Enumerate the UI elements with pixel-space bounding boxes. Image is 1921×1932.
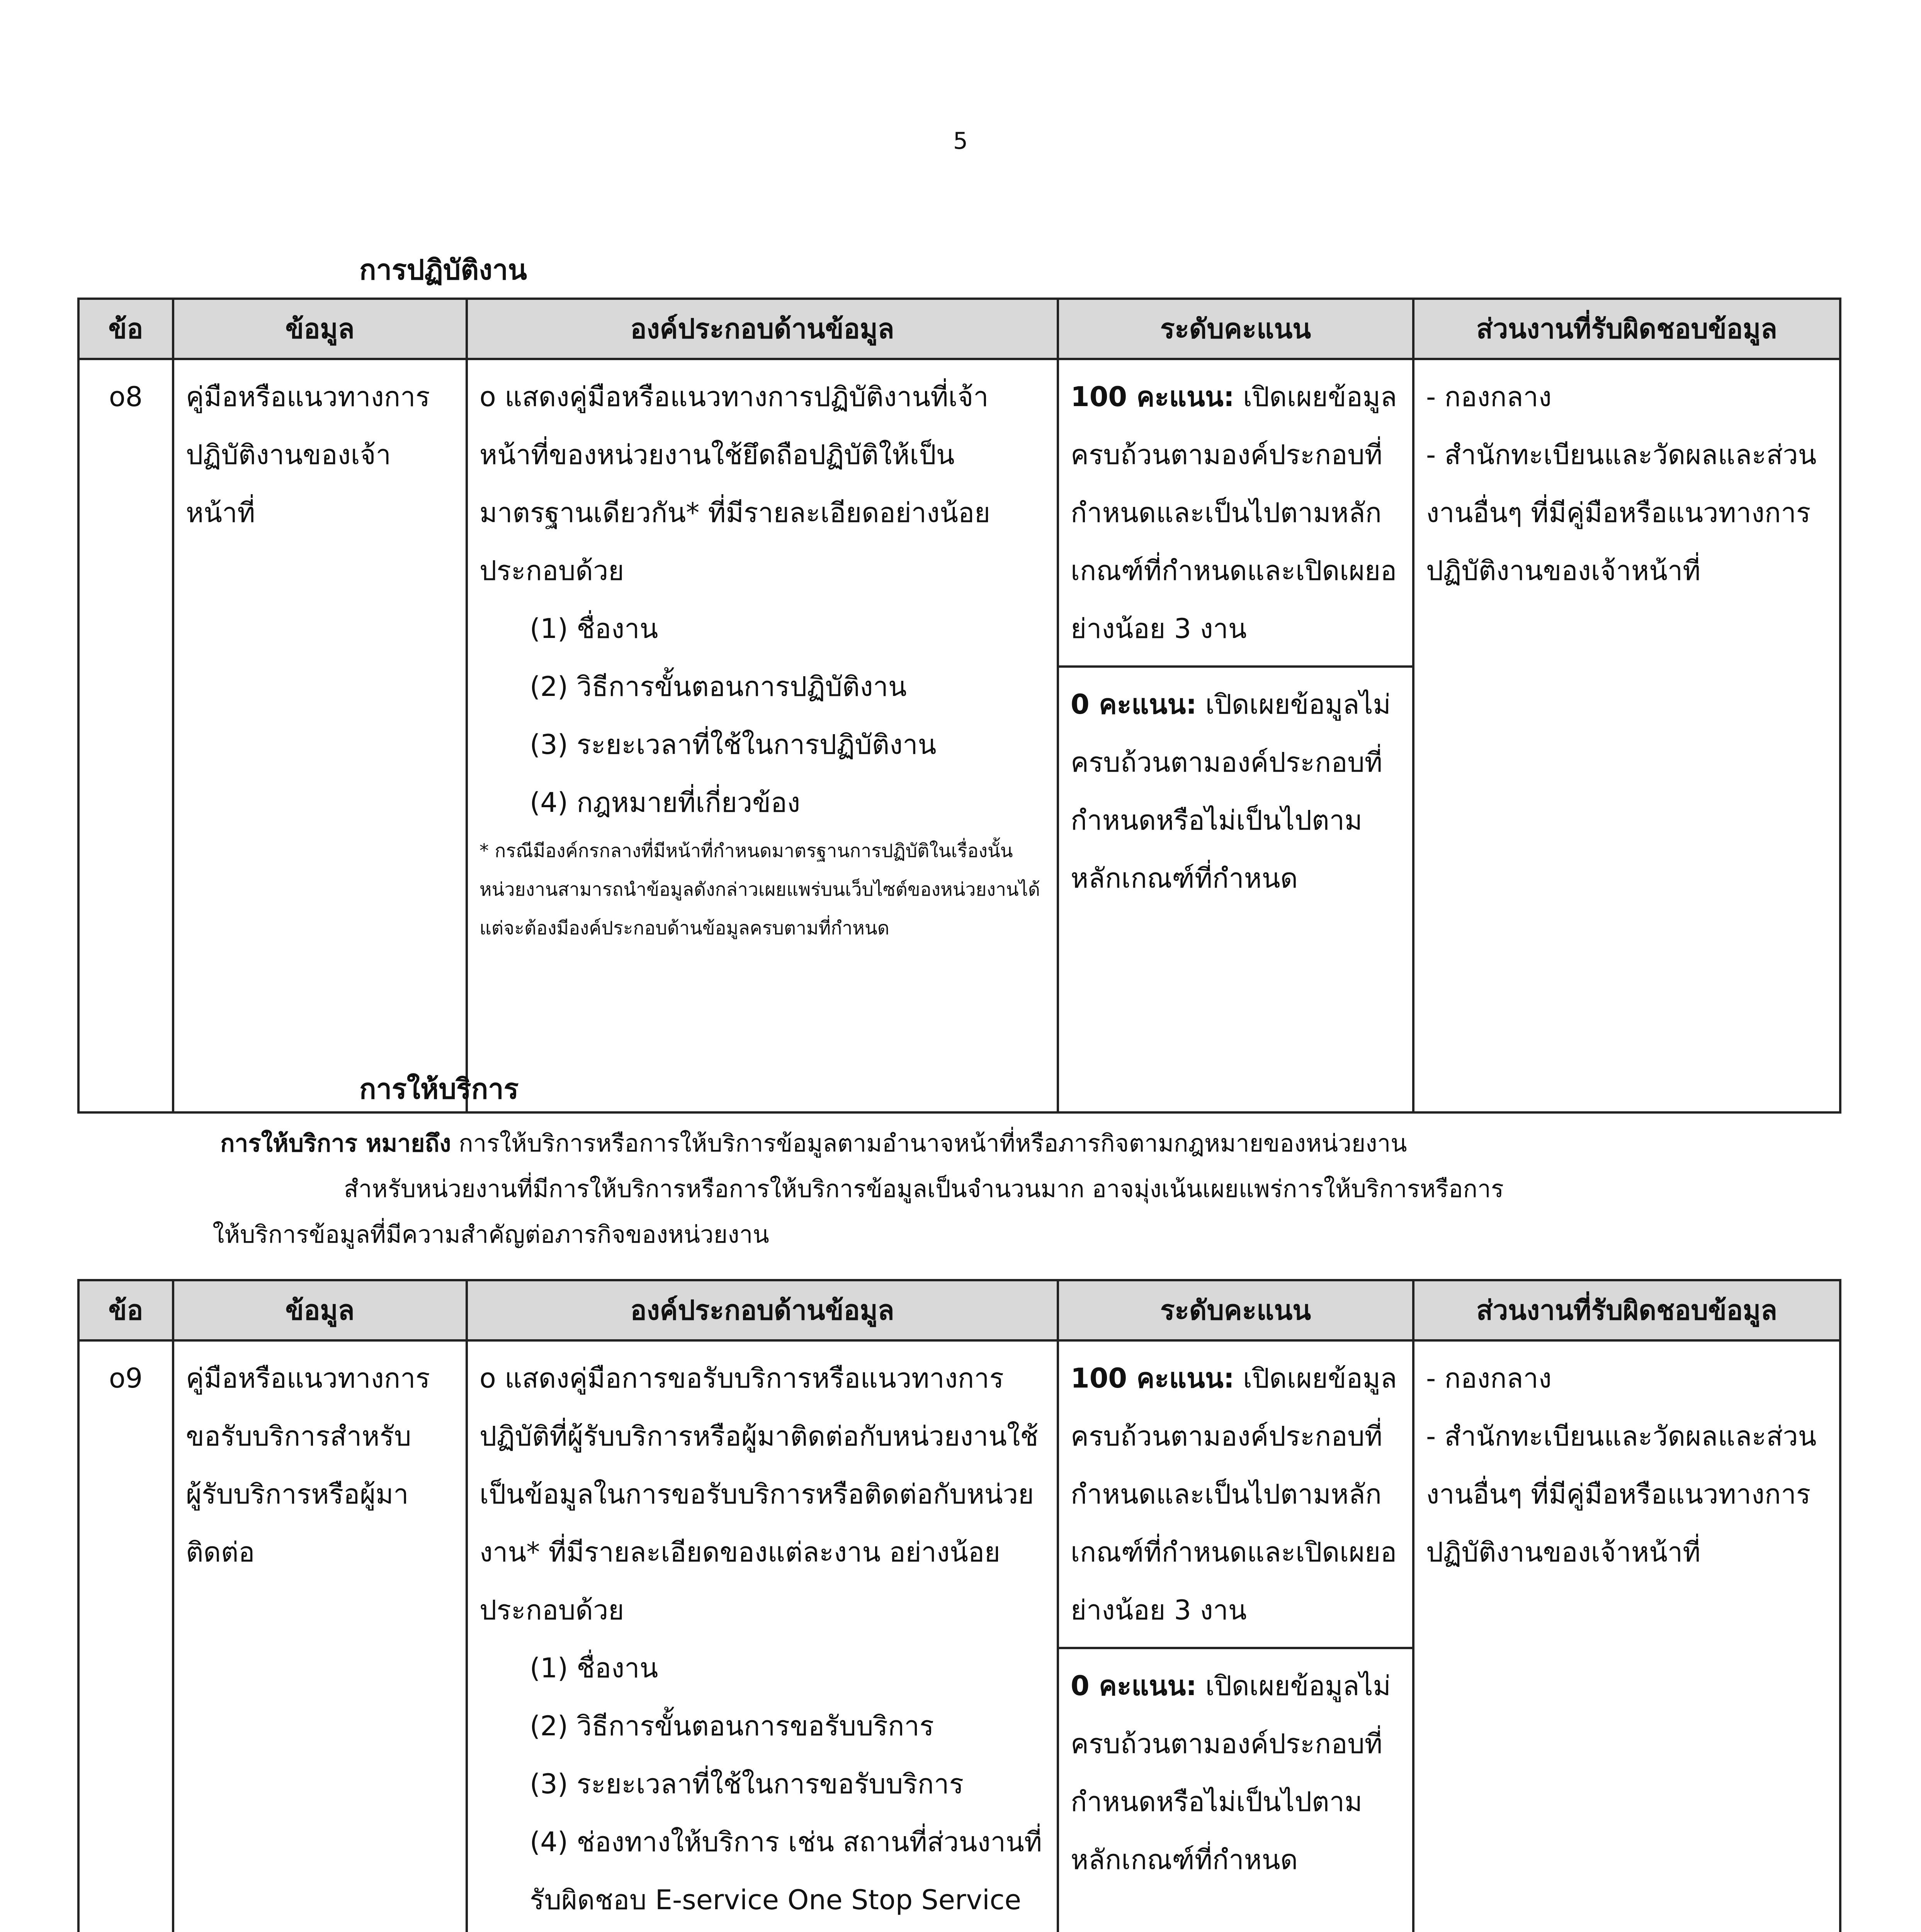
unit-line: - สำนักทะเบียนและวัดผลและส่วนงานอื่นๆ ที่มีคู่มือหรือแนวทางการปฏิบัติงานของเจ้าหน้าที่ bbox=[1426, 439, 1817, 587]
score-0-label: 0 คะแนน: bbox=[1071, 1670, 1197, 1702]
definition-label: การให้บริการ หมายถึง bbox=[220, 1129, 451, 1157]
item-element bbox=[467, 1340, 1058, 1932]
unit-line: - สำนักทะเบียนและวัดผลและส่วนงานอื่นๆ ที่มีคู่มือหรือแนวทางการปฏิบัติงานของเจ้าหน้าที่ bbox=[1426, 1420, 1817, 1568]
section-title-operations: การปฏิบัติงาน bbox=[359, 253, 527, 286]
element-item: (3) ระยะเวลาที่ใช้ในการขอรับบริการ bbox=[530, 1768, 964, 1800]
item-unit bbox=[1413, 359, 1840, 1112]
definition-line-3: ให้บริการข้อมูลที่มีความสำคัญต่อภารกิจของหน่วยงาน bbox=[212, 1220, 769, 1248]
header-score: ระดับคะแนน bbox=[1058, 1280, 1413, 1340]
score-100 bbox=[1059, 1342, 1412, 1647]
element-item: (2) วิธีการขั้นตอนการขอรับบริการ bbox=[530, 1710, 934, 1742]
definition-text: การให้บริการหรือการให้บริการข้อมูลตามอำนาจหน้าที่หรือภารกิจตามกฎหมายของหน่วยงาน bbox=[459, 1129, 1407, 1157]
header-no: ข้อ bbox=[78, 1280, 173, 1340]
element-intro: o แสดงคู่มือการขอรับบริการหรือแนวทางการปฏิบัติที่ผู้รับบริการหรือผู้มาติดต่อกับหน่วยงานใช้เป็นข้อมูลในการขอรับบริการหรือติดต่อกับหน่วยงาน* ที่มีรายละเอียดของแต่ละงาน อย่างน้อยประกอบด้วย bbox=[479, 1362, 1039, 1626]
element-footnote: * กรณีมีองค์กรกลางที่มีหน้าที่กำหนดมาตรฐานการปฏิบัติในเรื่องนั้น หน่วยงานสามารถนำข้อมูลดังกล่าวเผยแพร่บนเว็บไซต์ของหน่วยงานได้ แต่จะต้องมีองค์ประกอบด้านข้อมูลครบตามที่กำหนด bbox=[479, 840, 1040, 939]
page-number: 5 bbox=[953, 128, 968, 155]
element-item: (4) กฎหมายที่เกี่ยวข้อง bbox=[530, 787, 801, 818]
element-item: (2) วิธีการขั้นตอนการปฏิบัติงาน bbox=[530, 671, 907, 702]
score-100-text: เปิดเผยข้อมูลครบถ้วนตามองค์ประกอบที่กำหนดและเป็นไปตามหลักเกณฑ์ที่กำหนดและเปิดเผยอย่างน้อย 3 งาน bbox=[1071, 1362, 1397, 1626]
score-0-text: เปิดเผยข้อมูลไม่ครบถ้วนตามองค์ประกอบที่กำหนดหรือไม่เป็นไปตามหลักเกณฑ์ที่กำหนด bbox=[1071, 689, 1391, 894]
criteria-table-operations bbox=[77, 298, 1841, 1114]
item-data: คู่มือหรือแนวทางการปฏิบัติงานของเจ้าหน้าที่ bbox=[173, 359, 467, 1112]
item-score bbox=[1058, 359, 1413, 1112]
unit-line: - กองกลาง bbox=[1426, 1362, 1552, 1394]
item-data: คู่มือหรือแนวทางการขอรับบริการสำหรับผู้รับบริการหรือผู้มาติดต่อ bbox=[173, 1340, 467, 1932]
element-item bbox=[479, 1929, 1045, 1932]
element-item: (3) ระยะเวลาที่ใช้ในการปฏิบัติงาน bbox=[530, 729, 937, 760]
section-title-services: การให้บริการ bbox=[359, 1073, 519, 1105]
header-unit: ส่วนงานที่รับผิดชอบข้อมูล bbox=[1413, 299, 1840, 359]
table-header-row bbox=[78, 1280, 1840, 1340]
header-score: ระดับคะแนน bbox=[1058, 299, 1413, 359]
element-item: (1) ชื่องาน bbox=[530, 1652, 658, 1684]
score-0-label: 0 คะแนน: bbox=[1071, 689, 1197, 720]
header-unit: ส่วนงานที่รับผิดชอบข้อมูล bbox=[1413, 1280, 1840, 1340]
header-data: ข้อมูล bbox=[173, 1280, 467, 1340]
score-100-label: 100 คะแนน: bbox=[1071, 1362, 1234, 1394]
element-item: (1) ชื่องาน bbox=[530, 613, 658, 645]
score-0 bbox=[1059, 665, 1412, 915]
score-100-text: เปิดเผยข้อมูลครบถ้วนตามองค์ประกอบที่กำหนดและเป็นไปตามหลักเกณฑ์ที่กำหนดและเปิดเผยอย่างน้อย 3 งาน bbox=[1071, 381, 1397, 645]
table-header-row bbox=[78, 299, 1840, 359]
header-data: ข้อมูล bbox=[173, 299, 467, 359]
table-row bbox=[78, 359, 1840, 1112]
item-unit bbox=[1413, 1340, 1840, 1932]
definition-line-1 bbox=[220, 1121, 1843, 1166]
item-score bbox=[1058, 1340, 1413, 1932]
score-100 bbox=[1059, 360, 1412, 665]
score-0 bbox=[1059, 1647, 1412, 1896]
item-element bbox=[467, 359, 1058, 1112]
score-0-text: เปิดเผยข้อมูลไม่ครบถ้วนตามองค์ประกอบที่กำหนดหรือไม่เป็นไปตามหลักเกณฑ์ที่กำหนด bbox=[1071, 1670, 1391, 1876]
item-number: o8 bbox=[78, 359, 173, 1112]
criteria-table-services bbox=[77, 1279, 1841, 1932]
item-number: o9 bbox=[78, 1340, 173, 1932]
element-item: (4) ช่องทางให้บริการ เช่น สถานที่ส่วนงานที่รับผิดชอบ E-service One Stop Service bbox=[530, 1826, 1042, 1916]
unit-line: - กองกลาง bbox=[1426, 381, 1552, 413]
table-row bbox=[78, 1340, 1840, 1932]
header-no: ข้อ bbox=[78, 299, 173, 359]
header-element: องค์ประกอบด้านข้อมูล bbox=[467, 299, 1058, 359]
header-element: องค์ประกอบด้านข้อมูล bbox=[467, 1280, 1058, 1340]
score-100-label: 100 คะแนน: bbox=[1071, 381, 1234, 413]
definition-line-2: สำหรับหน่วยงานที่มีการให้บริการหรือการให้บริการข้อมูลเป็นจำนวนมาก อาจมุ่งเน้นเผยแพร่การให้บริการหรือการ bbox=[344, 1175, 1504, 1203]
service-definition bbox=[212, 1121, 1843, 1257]
element-intro: o แสดงคู่มือหรือแนวทางการปฏิบัติงานที่เจ้าหน้าที่ของหน่วยงานใช้ยึดถือปฏิบัติให้เป็นมาตรฐานเดียวกัน* ที่มีรายละเอียดอย่างน้อยประกอบด้วย bbox=[479, 381, 991, 587]
